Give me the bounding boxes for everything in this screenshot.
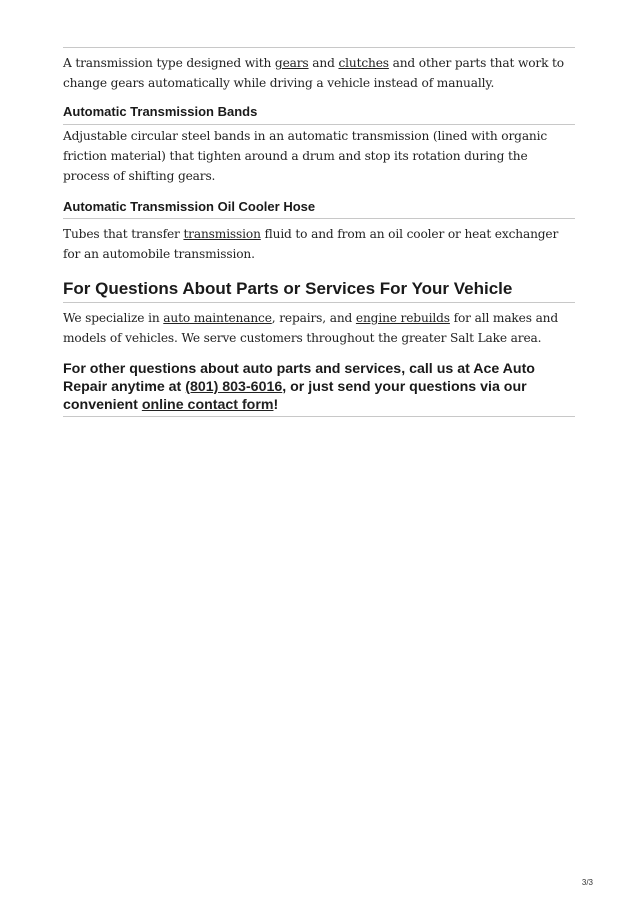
divider	[63, 124, 575, 125]
bands-heading: Automatic Transmission Bands	[63, 104, 258, 119]
bands-paragraph: Adjustable circular steel bands in an automatic transmission (lined with organic friction material) that tighten around a drum and stop its rotation during the process of shifting gears.	[63, 129, 548, 183]
gears-link[interactable]: gears	[274, 56, 309, 70]
questions-text-1: We specialize in	[63, 311, 164, 325]
online-contact-form-link[interactable]: online contact form	[141, 397, 274, 413]
auto-maintenance-link[interactable]: auto maintenance	[163, 311, 272, 325]
engine-rebuilds-link[interactable]: engine rebuilds	[355, 311, 450, 325]
divider	[63, 416, 575, 417]
intro-paragraph	[63, 53, 575, 93]
questions-paragraph	[63, 308, 575, 348]
cooler-hose-heading: Automatic Transmission Oil Cooler Hose	[63, 199, 316, 214]
intro-text-3: and other parts that work to change gears automatically while driving a vehicle instead of manually.	[63, 56, 564, 90]
cooler-text-2: fluid to and from an oil cooler or heat exchanger for an automobile transmission.	[63, 227, 559, 261]
questions-text-3: for all makes and models of vehicles. We serve customers throughout the greater Salt Lake area.	[63, 311, 559, 345]
questions-heading: For Questions About Parts or Services For Your Vehicle	[63, 279, 513, 298]
questions-text-2: , repairs, and	[271, 311, 356, 325]
divider	[63, 302, 575, 303]
cta-text-3: !	[273, 397, 279, 413]
divider	[63, 47, 575, 48]
page-number: 3/3	[581, 878, 593, 887]
intro-text-2: and	[308, 56, 339, 70]
phone-link[interactable]: (801) 803-6016	[185, 379, 283, 395]
divider	[63, 218, 575, 219]
cta-paragraph	[63, 360, 575, 414]
clutches-link[interactable]: clutches	[338, 56, 389, 70]
cooler-text-1: Tubes that transfer	[63, 227, 184, 241]
intro-text-1: A transmission type designed with	[63, 56, 275, 70]
cooler-hose-paragraph	[63, 224, 575, 264]
cta-text-2: , or just send your questions via our convenient	[63, 379, 527, 413]
cta-text-1: For other questions about auto parts and services, call us at Ace Auto Repair anytime at	[63, 361, 535, 395]
transmission-link[interactable]: transmission	[183, 227, 261, 241]
